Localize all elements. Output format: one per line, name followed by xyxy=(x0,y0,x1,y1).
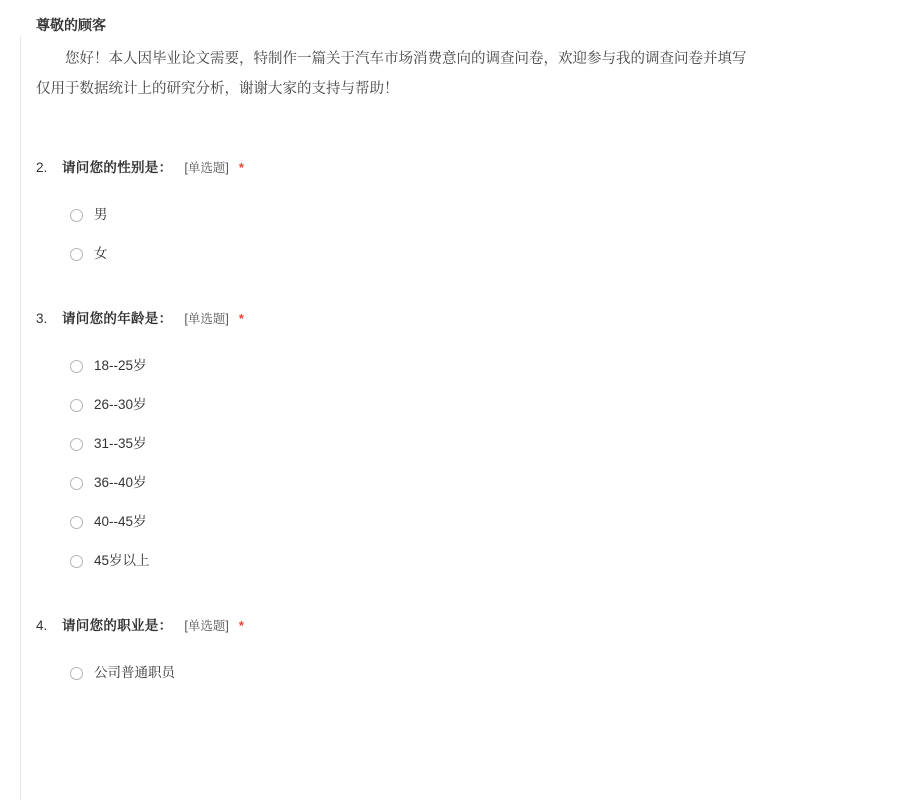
option-item[interactable] xyxy=(70,474,900,492)
question-title: 请问您的性别是： xyxy=(62,160,173,175)
question-occupation xyxy=(0,614,900,682)
question-number: 2. xyxy=(36,160,48,175)
question-type: [单选题] xyxy=(184,161,229,175)
question-type: [单选题] xyxy=(184,312,229,326)
option-list xyxy=(36,664,900,682)
question-number: 3. xyxy=(36,311,48,326)
question-title: 请问您的年龄是： xyxy=(62,311,173,326)
option-label: 公司普通职员 xyxy=(94,665,175,680)
option-label: 31--35岁 xyxy=(94,436,147,451)
option-label: 女 xyxy=(94,246,108,261)
option-item[interactable] xyxy=(70,245,900,263)
option-label: 40--45岁 xyxy=(94,514,147,529)
radio-icon[interactable] xyxy=(70,360,83,373)
option-item[interactable] xyxy=(70,357,900,375)
option-label: 18--25岁 xyxy=(94,358,147,373)
required-asterisk: * xyxy=(238,160,244,175)
option-item[interactable] xyxy=(70,664,900,682)
radio-icon[interactable] xyxy=(70,209,83,222)
survey-intro xyxy=(0,0,900,104)
radio-icon[interactable] xyxy=(70,667,83,680)
option-list xyxy=(36,357,900,570)
intro-line-1: 您好！本人因毕业论文需要，特制作一篇关于汽车市场消费意向的调查问卷，欢迎参与我的调查问卷并填写 xyxy=(65,51,747,67)
option-item[interactable] xyxy=(70,552,900,570)
option-item[interactable] xyxy=(70,435,900,453)
question-header xyxy=(36,156,900,176)
question-header xyxy=(36,307,900,327)
question-type: [单选题] xyxy=(184,619,229,633)
option-item[interactable] xyxy=(70,513,900,531)
option-list xyxy=(36,206,900,263)
question-gender xyxy=(0,156,900,263)
option-item[interactable] xyxy=(70,396,900,414)
option-label: 36--40岁 xyxy=(94,475,147,490)
radio-icon[interactable] xyxy=(70,399,83,412)
option-label: 男 xyxy=(94,207,108,222)
option-label: 45岁以上 xyxy=(94,553,150,568)
radio-icon[interactable] xyxy=(70,248,83,261)
required-asterisk: * xyxy=(238,311,244,326)
option-item[interactable] xyxy=(70,206,900,224)
radio-icon[interactable] xyxy=(70,516,83,529)
question-age xyxy=(0,307,900,570)
option-label: 26--30岁 xyxy=(94,397,147,412)
intro-line-2: 仅用于数据统计上的研究分析，谢谢大家的支持与帮助！ xyxy=(36,81,399,97)
question-header xyxy=(36,614,900,634)
intro-paragraph xyxy=(36,44,876,104)
intro-title: 尊敬的顾客 xyxy=(36,17,106,33)
required-asterisk: * xyxy=(238,618,244,633)
radio-icon[interactable] xyxy=(70,438,83,451)
radio-icon[interactable] xyxy=(70,555,83,568)
question-title: 请问您的职业是： xyxy=(62,618,173,633)
radio-icon[interactable] xyxy=(70,477,83,490)
question-number: 4. xyxy=(36,618,48,633)
